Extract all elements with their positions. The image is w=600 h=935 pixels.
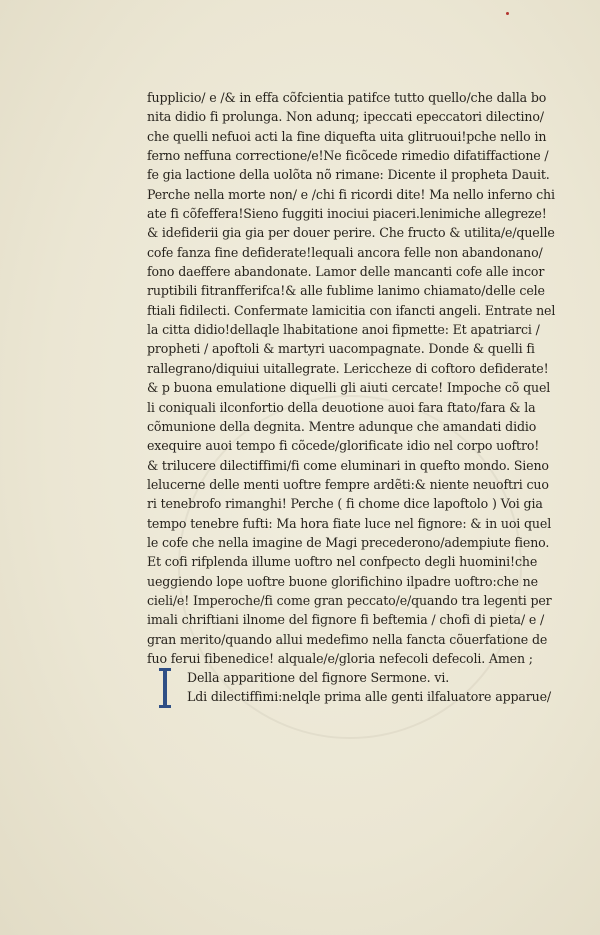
text-line: li coniquali ilconfortio della deuotione auoi fara ftato/fara & la (147, 399, 536, 415)
text-line: nita didio fi prolunga. Non adunq; ipeccati epeccatori dilectino/ (147, 109, 544, 125)
text-line: imali chriftiani ilnome del fignore fi beftemia / chofi di pieta/ e / (147, 612, 545, 628)
blue-initial-I (159, 668, 171, 708)
text-line: gran merito/quando allui medefimo nella fancta cõuerfatione de (147, 631, 548, 647)
sermon-text-block (147, 88, 572, 668)
text-line: le cofe che nella imagine de Magi precederono/adempiute fieno. (147, 534, 550, 550)
text-line: Et cofi rifplenda illume uoftro nel confpecto degli huomini!che (147, 554, 538, 570)
initial-I-icon (159, 668, 171, 708)
text-line: & p buona emulatione diquelli gli aiuti cercate! Impoche cõ quel (147, 380, 551, 396)
text-line: ate fi cõfeffera!Sieno fuggiti inociui piaceri.lenimiche allegreze! (147, 206, 547, 222)
text-line: & trilucere dilectiffimi/fi come eluminari in quefto mondo. Sieno (147, 457, 549, 473)
text-line: fupplicio/ e /& in effa cõfcientia patifce tutto quello/che dalla bo (147, 90, 547, 105)
text-line: rallegrano/diquiui uitallegrate. Lericcheze di coftoro defiderate! (147, 360, 549, 376)
text-line: cõmunione della degnita. Mentre adunque che amandati didio (147, 418, 537, 434)
text-line: & idefiderii gia gia per douer perire. Che fructo & utilita/e/quelle (147, 225, 555, 241)
text-line: fe gia lactione della uolõta nõ rimane: Dicente il propheta Dauit. (147, 167, 550, 183)
text-line: fono daeffere abandonate. Lamor delle mancanti cofe alle incor (147, 264, 545, 280)
text-line: la citta didio!dellaqle lhabitatione anoi fipmette: Et apatriarci / (147, 322, 540, 338)
text-line: tempo tenebre fufti: Ma hora fiate luce nel fignore: & in uoi quel (147, 515, 552, 531)
text-line: cieli/e! Imperoche/fi come gran peccato/e/quando tra legenti per (147, 592, 552, 608)
text-line: Perche nella morte non/ e /chi fi ricordi dite! Ma nello inferno chi (147, 186, 555, 202)
text-line: fuo ferui fibenedice! alquale/e/gloria nefecoli defecoli. Amen ; (147, 650, 533, 666)
text-line: cofe fanza fine defiderate!lequali ancora felle non abandonano/ (147, 244, 543, 260)
red-ink-speck (506, 12, 509, 15)
text-line: lelucerne delle menti uoftre fempre ardẽti:& niente neuoftri cuo (147, 476, 549, 492)
text-line: ferno neffuna correctione/e!Ne ficõcede rimedio difatiffactione / (147, 148, 549, 164)
section-heading-block (147, 668, 587, 712)
section-title: Della apparitione del fignore Sermone. vi. (187, 670, 450, 685)
text-line: che quelli nefuoi acti la fine diquefta uita glitruoui!pche nello in (147, 128, 547, 144)
text-line: ueggiendo lope uoftre buone glorifichino ilpadre uoftro:che ne (147, 573, 538, 589)
section-first-line: Ldi dilectiffimi:nelqle prima alle genti ilfaluatore apparue/ (187, 689, 551, 704)
text-line: ri tenebrofo rimanghi! Perche ( fi chome dice lapoftolo ) Voi gia (147, 496, 543, 512)
text-line: ftiali fidilecti. Confermate lamicitia con ifancti angeli. Entrate nel (147, 302, 556, 318)
text-line: exequire auoi tempo fi cõcede/glorificate idio nel corpo uoftro! (147, 438, 540, 454)
text-line: propheti / apoftoli & martyri uacompagnate. Donde & quelli fi (147, 341, 535, 357)
text-line: ruptibili fitranfferifca!& alle fublime lanimo chiamato/delle cele (147, 283, 545, 299)
